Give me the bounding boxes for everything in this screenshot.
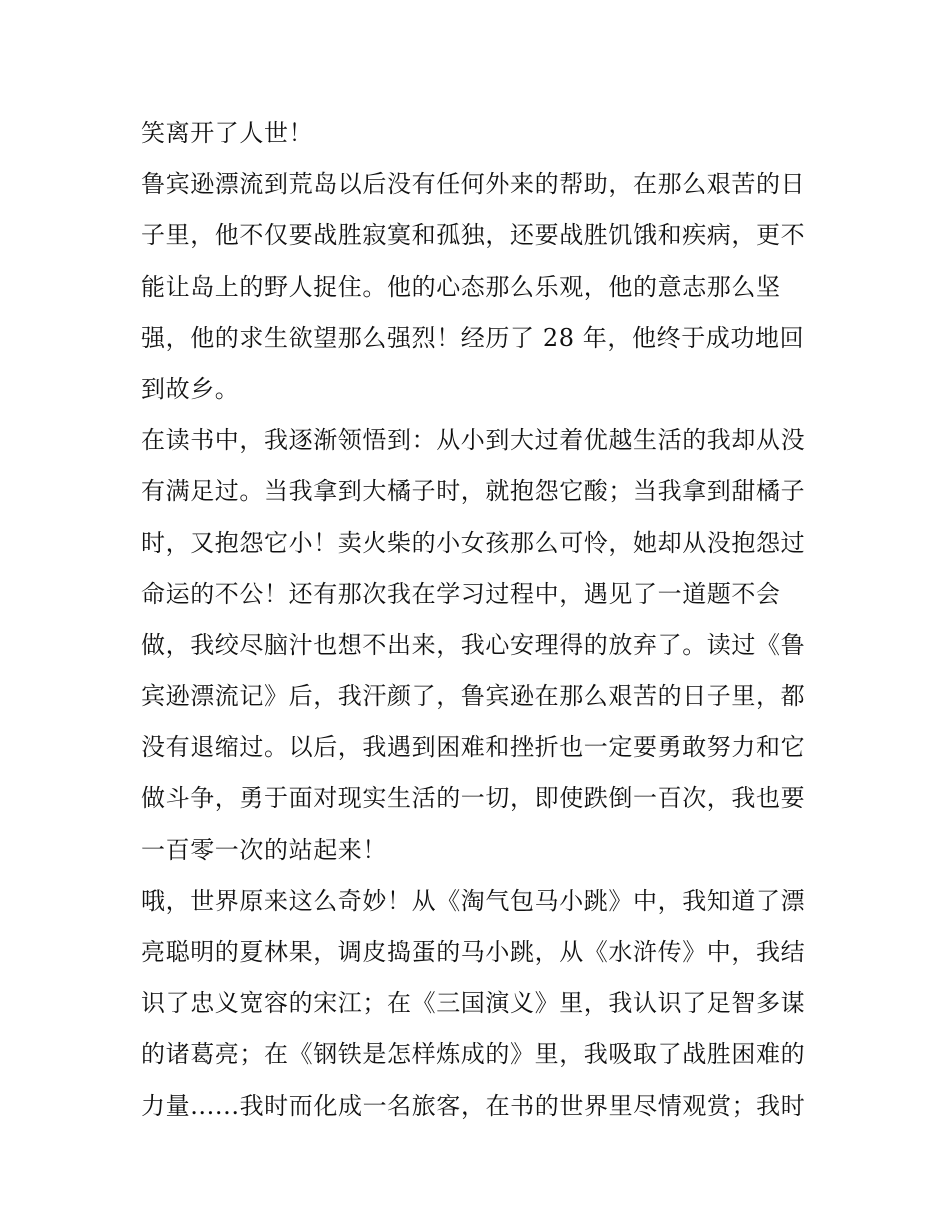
- text-line: 子里，他不仅要战胜寂寞和孤独，还要战胜饥饿和疾病，更不: [141, 221, 806, 250]
- text-line: 能让岛上的野人捉住。他的心态那么乐观，他的意志那么坚: [141, 272, 781, 301]
- text-line: 做斗争，勇于面对现实生活的一切，即使跌倒一百次，我也要: [141, 784, 806, 813]
- text-line: 一百零一次的站起来！: [141, 835, 387, 864]
- text-line: 做，我绞尽脑汁也想不出来，我心安理得的放弃了。读过《鲁: [141, 630, 806, 659]
- text-line: 到故乡。: [141, 374, 240, 403]
- text-line: 亮聪明的夏林果，调皮捣蛋的马小跳，从《水浒传》中，我结: [141, 938, 806, 966]
- text-line: 宾逊漂流记》后，我汗颜了，鲁宾逊在那么艰苦的日子里，都: [141, 682, 806, 711]
- text-line: 笑离开了人世！: [141, 119, 314, 147]
- text-line: 哦，世界原来这么奇妙！从《淘气包马小跳》中，我知道了漂: [141, 886, 806, 915]
- essay-text: [141, 108, 821, 1132]
- text-line: 没有退缩过。以后，我遇到困难和挫折也一定要勇敢努力和它: [141, 733, 806, 762]
- text-line: 识了忠义宽容的宋江；在《三国演义》里，我认识了足智多谋: [141, 989, 806, 1018]
- text-line: 鲁宾逊漂流到荒岛以后没有任何外来的帮助，在那么艰苦的日: [141, 170, 806, 199]
- text-line: 命运的不公！还有那次我在学习过程中，遇见了一道题不会: [141, 579, 781, 608]
- text-line: 时，又抱怨它小！卖火柴的小女孩那么可怜，她却从没抱怨过: [141, 528, 806, 557]
- text-line: 强，他的求生欲望那么强烈！经历了 28 年，他终于成功地回: [141, 323, 805, 352]
- text-line: 在读书中，我逐渐领悟到：从小到大过着优越生活的我却从没: [141, 426, 806, 455]
- text-line: 力量......我时而化成一名旅客，在书的世界里尽情观赏；我时: [141, 1091, 806, 1120]
- text-line: 的诸葛亮；在《钢铁是怎样炼成的》里，我吸取了战胜困难的: [141, 1040, 806, 1069]
- text-line: 有满足过。当我拿到大橘子时，就抱怨它酸；当我拿到甜橘子: [141, 477, 806, 506]
